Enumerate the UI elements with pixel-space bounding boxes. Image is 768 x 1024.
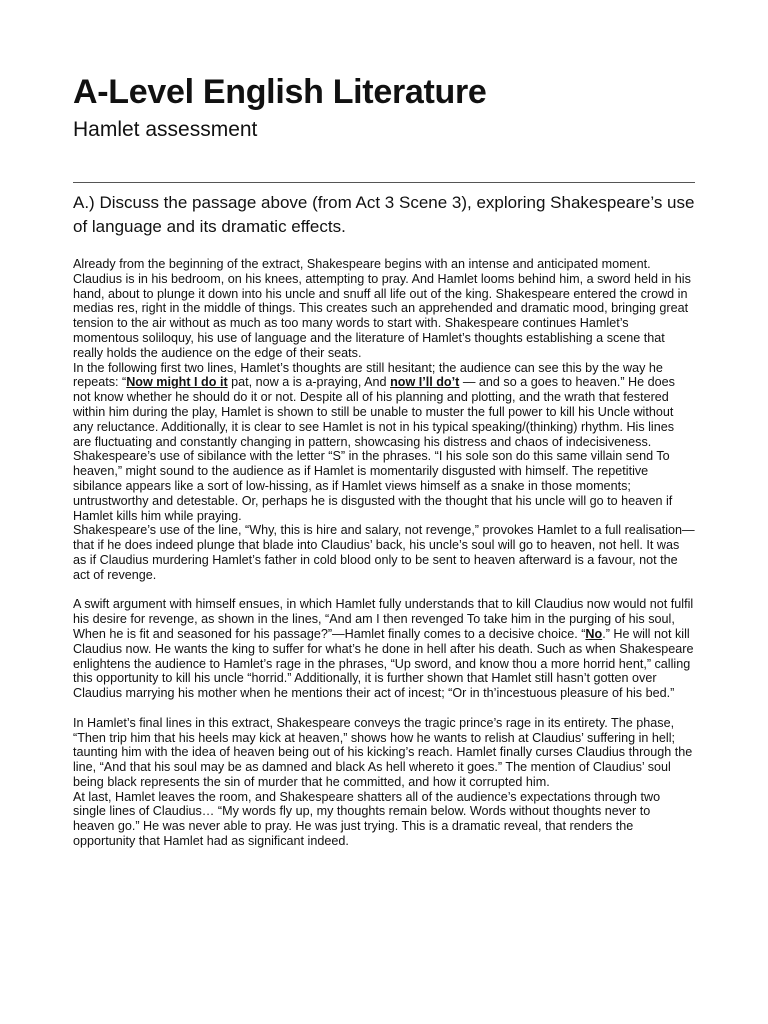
essay-paragraph-4: Shakespeare’s use of the line, “Why, this is hire and salary, not revenge,” provokes Hamlet to a full realisation—that if he does indeed plunge that blade into Claudius’ back, his uncle’s soul will go to heaven, not hell. It was as if Claudius murdering Hamlet’s father in cold blood only to be sent to heaven afterward is a favour, not the act of revenge.	[73, 523, 695, 582]
essay-paragraph-5	[73, 597, 695, 701]
page-subtitle: Hamlet assessment	[73, 118, 258, 141]
quote-emphasis-no: No	[585, 626, 603, 641]
essay-paragraph-1: Already from the beginning of the extract, Shakespeare begins with an intense and anticipated moment. Claudius is in his bedroom, on his knees, attempting to pray. And Hamlet looms behind him, a sword held in his hand, about to plunge it down into his uncle and snuff all life out of the king. Shakespeare entered the crowd in medias res, right in the middle of things. This creates such an apprehended and dramatic mood, bringing great tension to the air without as much as too many words to start with. Shakespeare continues Hamlet’s momentous soliloquy, his use of language and the literature of Hamlet’s thoughts establishing a scene that really holds the audience on the edge of their seats.	[73, 257, 691, 360]
essay-body	[73, 257, 695, 849]
question-prompt: A.) Discuss the passage above (from Act 3 Scene 3), exploring Shakespeare’s use of language and its dramatic effects.	[73, 193, 695, 236]
paragraph-2-text-a: In the following first two lines, Hamlet’s thoughts are still hesitant; the audience can see this by the way he repeats: “	[73, 360, 663, 390]
paragraph-5-text-a: A swift argument with himself ensues, in which Hamlet fully understands that to kill Claudius now would not fulfil his desire for revenge, as shown in the lines, “And am I then revenged To take him in the purging of his soul, When he is fit and seasoned for his passage?”—Hamlet finally comes to a decisive choice. “	[73, 597, 694, 641]
quote-emphasis-now-ill-dot: now I’ll do’t	[390, 375, 460, 390]
paragraph-2-text-c: pat, now a is a-praying, And	[227, 375, 391, 390]
essay-paragraph-3: Shakespeare’s use of sibilance with the letter “S” in the phrases. “I his sole son do this same villain send To heaven,” might sound to the audience as if Hamlet is momentarily disgusted with himself. The repetitive sibilance appears like a sort of low-hissing, as if Hamlet views himself as a snake in those moments; untrustworthy and detestable. Or, perhaps he is disgusted with the thought that his uncle will go to heaven if Hamlet kills him while praying.	[73, 449, 673, 523]
quote-emphasis-now-might-i-do-it: Now might I do it	[126, 375, 228, 390]
essay-paragraph-2	[73, 361, 695, 450]
page-title: A-Level English Literature	[73, 73, 487, 111]
essay-paragraph-7: At last, Hamlet leaves the room, and Shakespeare shatters all of the audience’s expectations through two single lines of Claudius… “My words fly up, my thoughts remain below. Words without thoughts never to heaven go.” He was never able to pray. He was just trying. This is a dramatic reveal, that renders the opportunity that Hamlet had as significant indeed.	[73, 789, 661, 849]
essay-paragraph-6: In Hamlet’s final lines in this extract, Shakespeare conveys the tragic prince’s rage in its entirety. The phase, “Then trip him that his heels may kick at heaven,” shows how he wants to relish at Claudius’ suffering in hell; taunting him with the idea of heaven being out of his kicking’s reach. Hamlet finally curses Claudius through the line, “And that his soul may be as damned and black As hell whereto it goes.” The mention of Claudius’ soul being black represents the sin of murder that he committed, and how it corrupted him.	[73, 715, 693, 789]
paragraph-5-text-c: .” He will not kill Claudius now. He wants the king to suffer for what’s he done in hell after his death. Such as when Shakespeare enlightens the audience to Hamlet’s rage in the phrases, “Up sword, and know thou a more horrid hent,” calling this opportunity to kill his uncle “horrid.” Additionally, it is further shown that Hamlet still hasn’t gotten over Claudius marrying his mother when he mentions their act of incest; “Or in th’incestuous pleasure of his bed.”	[73, 626, 694, 701]
paragraph-2-text-e: — and so a goes to heaven.” He does not know whether he should do it or not. Despite all of his planning and plotting, and the wrath that festered within him during the play, Hamlet is shown to still be unable to muster the full power to kill his Uncle without any reluctance. Additionally, it is clear to see Hamlet is not in his typical speaking/(thinking) rhythm. His lines are fluctuating and constantly changing in pattern, showcasing his distress and chaos of indecisiveness.	[73, 375, 675, 449]
divider	[73, 182, 695, 183]
